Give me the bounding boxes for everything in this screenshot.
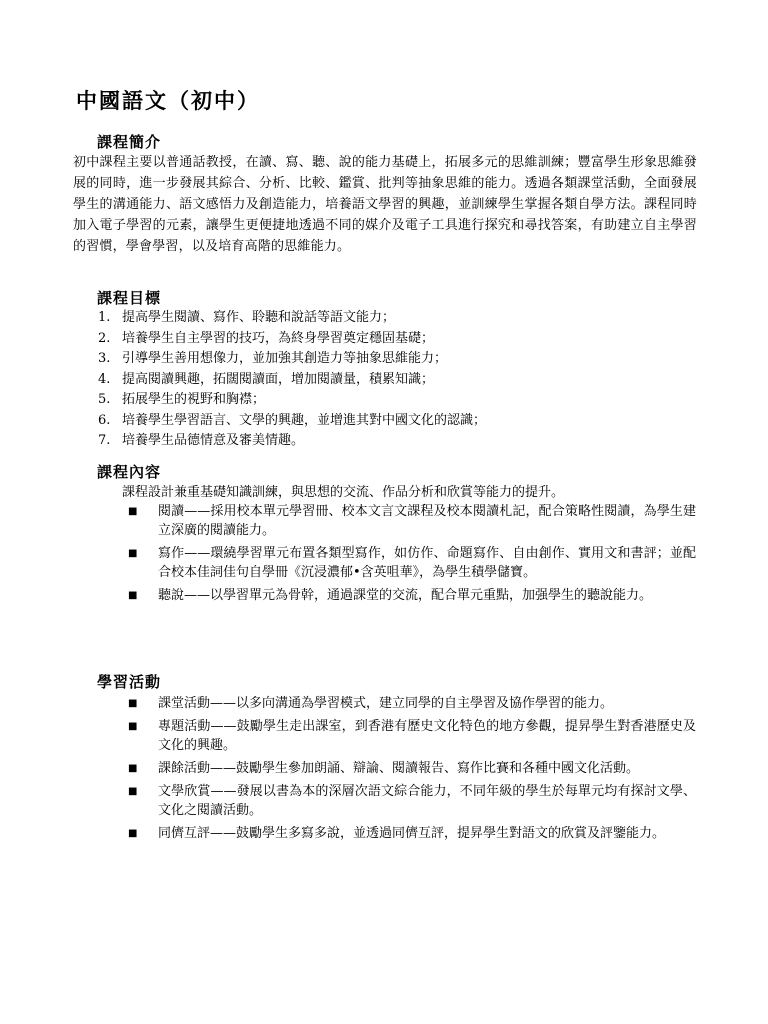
content-item: [126, 502, 696, 540]
content-list: [126, 502, 696, 609]
objective-item: [98, 390, 658, 411]
objective-number: 7.: [98, 433, 111, 448]
activity-item-text: 同儕互評——鼓勵學生多寫多說，並透過同儕互評，提昇學生對語文的欣賞及評鑒能力。: [158, 826, 666, 841]
content-item-text: 閱讀——採用校本單元學習冊、校本文言文課程及校本閱讀札記，配合策略性閱讀，為學生建立深廣的閱讀能力。: [158, 504, 696, 538]
objective-text: 培養學生自主學習的技巧，為終身學習奠定穩固基礎；: [122, 330, 435, 346]
objective-text: 提高學生閱讀、寫作、聆聽和說話等語文能力；: [122, 310, 396, 325]
objectives-list: [98, 308, 658, 452]
objective-text: 拓展學生的視野和胸襟；: [122, 392, 266, 407]
content-lead: 課程設計兼重基礎知識訓練，與思想的交流、作品分析和欣賞等能力的提升。: [122, 485, 565, 500]
bullet-icon: ■: [128, 721, 138, 732]
content-item: [126, 586, 696, 605]
activity-item: [126, 717, 696, 755]
content-item-text: 聽說——以學習單元為骨幹，通過課堂的交流，配合單元重點，加强學生的聽說能力。: [158, 588, 653, 603]
activities-heading: 學習活動: [97, 673, 162, 691]
objective-item: [98, 370, 658, 391]
activity-item: [126, 759, 696, 778]
objective-item: [98, 349, 658, 370]
bullet-icon: ■: [128, 548, 138, 559]
activity-item-text: 課餘活動——鼓勵學生參加朗誦、辯論、閱讀報告、寫作比賽和各種中國文化活動。: [158, 761, 640, 776]
content-item: [126, 544, 696, 582]
bullet-icon: ■: [128, 786, 138, 797]
objective-item: [98, 329, 658, 350]
objective-item: [98, 411, 658, 432]
intro-paragraph: 初中課程主要以普通話教授，在讀、寫、聽、說的能力基礎上，拓展多元的思維訓練；豐富學生形象思維發展的同時，進一步發展其綜合、分析、比較、鑑賞、批判等抽象思維的能力。透過各類課堂活動，全面發展學生的溝通能力、語文感悟力及創造能力，培養語文學習的興趣，並訓練學生掌握各類自學方法。課程同時加入電子學習的元素，讓學生更便捷地透過不同的媒介及電子工具進行探究和尋找答案，有助建立自主學習的習慣，學會學習，以及培育高階的思維能力。: [73, 155, 697, 254]
content-heading: 課程內容: [97, 463, 162, 481]
objective-item: [98, 308, 658, 329]
bullet-icon: ■: [128, 698, 138, 709]
page-title: 中國語文（初中）: [76, 88, 260, 113]
objective-number: 2.: [98, 330, 111, 346]
intro-heading: 課程簡介: [97, 133, 162, 151]
activity-item: [126, 694, 696, 713]
activity-item: [126, 782, 696, 820]
bullet-icon: ■: [128, 828, 138, 839]
content-item-text: 寫作——環繞學習單元布置各類型寫作，如仿作、命題寫作、自由創作、實用文和書評；並配合校本佳詞佳句自學冊《沉浸濃郁•含英咀華》，為學生積學儲寶。: [158, 546, 696, 580]
objective-item: [98, 431, 658, 452]
bullet-icon: ■: [128, 506, 138, 517]
objective-number: 4.: [98, 371, 111, 387]
objective-number: 1.: [98, 310, 111, 325]
objective-text: 培養學生品德情意及審美情趣。: [122, 433, 305, 448]
objective-text: 培養學生學習語言、文學的興趣，並增進其對中國文化的認識；: [122, 412, 487, 428]
bullet-icon: ■: [128, 590, 138, 601]
activities-list: [126, 694, 696, 847]
activity-item-text: 專題活動——鼓勵學生走出課室，到香港有歷史文化特色的地方參觀，提昇學生對香港歷史及文化的興趣。: [158, 719, 696, 753]
bullet-icon: ■: [128, 763, 138, 774]
objectives-heading: 課程目標: [97, 289, 162, 307]
objective-number: 3.: [98, 351, 111, 366]
activity-item-text: 文學欣賞——發展以書為本的深層次語文綜合能力，不同年級的學生於每單元均有探討文學、文化之閱讀活動。: [158, 784, 696, 818]
activity-item: [126, 824, 696, 843]
objective-text: 提高閱讀興趣，拓闊閱讀面，增加閱讀量，積累知識；: [122, 371, 435, 387]
objective-number: 5.: [98, 392, 111, 407]
activity-item-text: 課堂活動——以多向溝通為學習模式，建立同學的自主學習及協作學習的能力。: [158, 696, 614, 711]
objective-text: 引導學生善用想像力，並加強其創造力等抽象思維能力；: [122, 351, 448, 366]
objective-number: 6.: [98, 412, 111, 428]
